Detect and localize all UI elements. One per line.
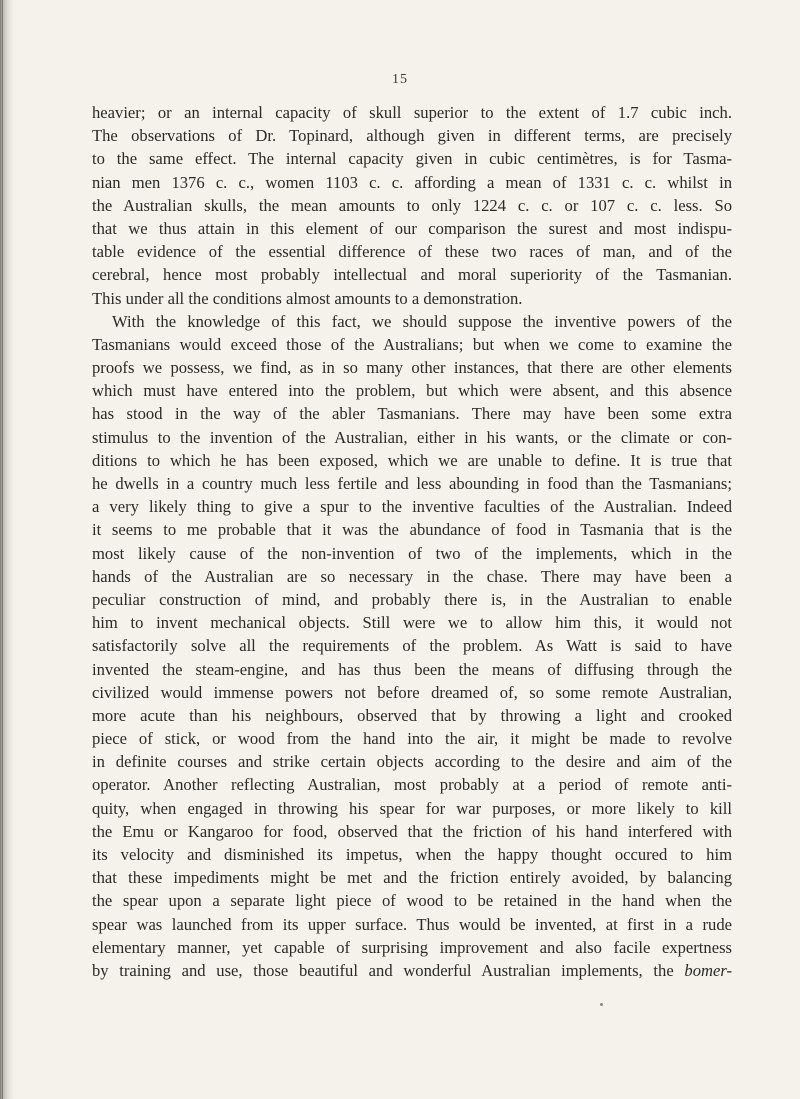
text-line: ditions to which he has been exposed, which we are unable to define. It is true that xyxy=(92,450,732,470)
spine-edge xyxy=(2,0,3,1099)
text-line: more acute than his neighbours, observed that by throwing a light and crooked xyxy=(92,705,732,725)
text-line: Tasmanians would exceed those of the Australians; but when we come to examine the xyxy=(92,334,732,354)
text-line: the Australian skulls, the mean amounts to only 1224 c. c. or 107 c. c. less. So xyxy=(92,195,732,215)
text-line: piece of stick, or wood from the hand into the air, it might be made to revolve xyxy=(92,729,732,749)
text-line: proofs we possess, we find, as in so many other instances, that there are other elements xyxy=(92,358,732,378)
text-line: which must have entered into the problem, but which were absent, and this absence xyxy=(92,381,732,401)
last-text-line xyxy=(92,959,732,982)
text-line: hands of the Australian are so necessary in the chase. There may have been a xyxy=(92,566,732,586)
text-line: heavier; or an internal capacity of skull superior to the extent of 1.7 cubic inch. xyxy=(92,103,732,122)
text-line: The observations of Dr. Topinard, although given in different terms, are precisely xyxy=(92,126,732,146)
text-line: civilized would immense powers not before dreamed of, so some remote Australian, xyxy=(92,682,732,702)
text-line: quity, when engaged in throwing his spear for war purposes, or more likely to kill xyxy=(92,798,732,818)
paragraph-start-line: With the knowledge of this fact, we should suppose the inventive powers of the xyxy=(112,311,732,331)
text-line: the Emu or Kangaroo for food, observed that the friction of his hand interfered with xyxy=(92,821,732,841)
text-line: to the same effect. The internal capacity given in cubic centimètres, is for Tasma- xyxy=(92,149,732,169)
hyphenated-word: bomer- xyxy=(684,960,732,980)
text-line: a very likely thing to give a spur to the inventive faculties of the Australian. Indeed xyxy=(92,497,732,517)
text-line: cerebral, hence most probably intellectual and moral superiority of the Tasmanian. xyxy=(92,265,732,285)
text-line: table evidence of the essential difference of these two races of man, and of the xyxy=(92,242,732,262)
paragraph-end-line: This under all the conditions almost amounts to a demonstration. xyxy=(92,288,523,308)
text-line: the spear upon a separate light piece of wood to be retained in the hand when the xyxy=(92,891,732,911)
text-line: its velocity and disminished its impetus, when the happy thought occured to him xyxy=(92,845,732,864)
text-line: peculiar construction of mind, and probably there is, in the Australian to enable xyxy=(92,589,732,609)
last-line-text: by training and use, those beautiful and wonderful Australian implements, the xyxy=(92,960,674,980)
text-line: he dwells in a country much less fertile and less abounding in food than the Tasmanians; xyxy=(92,474,732,493)
text-line: operator. Another reflecting Australian, most probably at a period of remote anti- xyxy=(92,775,732,795)
text-line: elementary manner, yet capable of surprising improvement and also facile expertness xyxy=(92,937,732,957)
text-line: has stood in the way of the abler Tasmanians. There may have been some extra xyxy=(92,404,732,424)
text-line: in definite courses and strike certain objects according to the desire and aim of the xyxy=(92,752,732,772)
text-line: stimulus to the invention of the Australian, either in his wants, or the climate or con- xyxy=(92,427,732,447)
page-number: 15 xyxy=(392,72,408,87)
text-line: most likely cause of the non-invention of two of the implements, which in the xyxy=(92,543,732,563)
text-line: nian men 1376 c. c., women 1103 c. c. affording a mean of 1331 c. c. whilst in xyxy=(92,172,732,192)
text-line: spear was launched from its upper surface. Thus would be invented, at first in a rude xyxy=(92,914,732,934)
text-line: invented the steam-engine, and has thus been the means of diffusing through the xyxy=(92,659,732,679)
body-text xyxy=(92,101,732,982)
text-line: that these impediments might be met and the friction entirely avoided, by balancing xyxy=(92,868,732,888)
text-line: him to invent mechanical objects. Still were we to allow him this, it would not xyxy=(92,613,732,633)
text-line: that we thus attain in this element of our comparison the surest and most indispu- xyxy=(92,218,732,238)
text-line: satisfactorily solve all the requirements of the problem. As Watt is said to have xyxy=(92,636,732,656)
paper-speck xyxy=(600,1003,603,1006)
text-line: it seems to me probable that it was the abundance of food in Tasmania that is the xyxy=(92,520,732,540)
